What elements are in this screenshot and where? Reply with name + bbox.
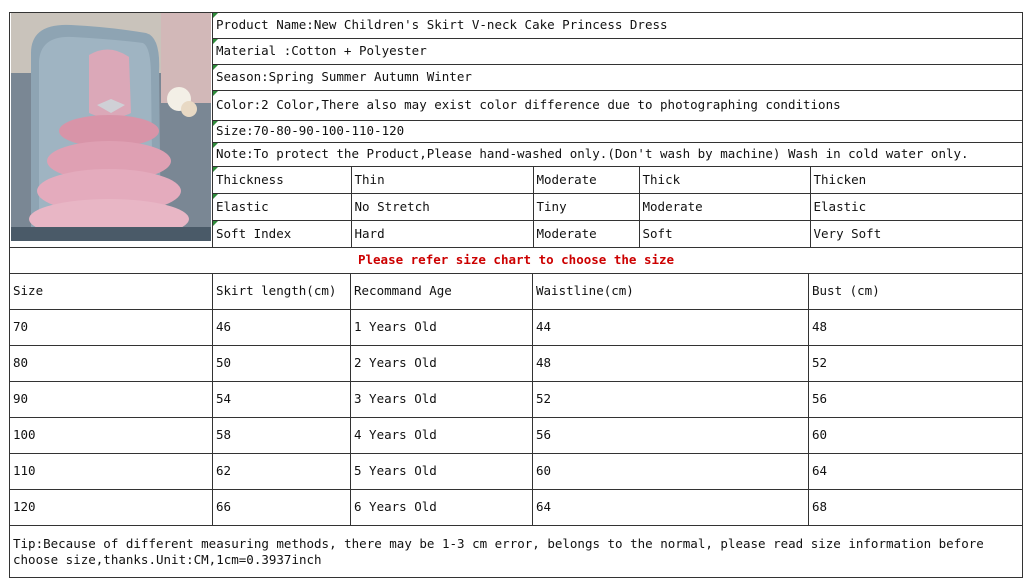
size-chart-row xyxy=(10,490,1023,526)
size-chart-header: Bust (cm) xyxy=(809,274,1023,310)
property-cell: No Stretch xyxy=(351,194,533,220)
size-chart-row xyxy=(10,382,1023,418)
property-cell: Thicken xyxy=(810,167,1022,193)
property-cell: Moderate xyxy=(533,221,639,247)
property-cell: Thickness xyxy=(213,167,351,193)
color: Color:2 Color,There also may exist color difference due to photographing conditions xyxy=(213,91,1023,121)
size-chart-header: Skirt length(cm) xyxy=(213,274,351,310)
size-chart-cell: 60 xyxy=(533,454,809,490)
material: Material :Cotton + Polyester xyxy=(213,39,1023,65)
property-cell: Thin xyxy=(351,167,533,193)
size-chart-cell: 48 xyxy=(533,346,809,382)
size-chart-cell: 120 xyxy=(10,490,213,526)
size-chart-cell: 58 xyxy=(213,418,351,454)
size-chart-cell: 80 xyxy=(10,346,213,382)
property-cell: Elastic xyxy=(213,194,351,220)
size-range: Size:70-80-90-100-110-120 xyxy=(213,121,1023,143)
size-chart-cell: 64 xyxy=(809,454,1023,490)
property-cell: Very Soft xyxy=(810,221,1022,247)
property-cell: Elastic xyxy=(810,194,1022,220)
size-notice: Please refer size chart to choose the size xyxy=(10,248,1023,274)
property-cell: Thick xyxy=(639,167,810,193)
property-cell: Tiny xyxy=(533,194,639,220)
size-chart-header: Size xyxy=(10,274,213,310)
size-chart-cell: 56 xyxy=(809,382,1023,418)
property-row xyxy=(213,221,1023,248)
size-chart-cell: 4 Years Old xyxy=(351,418,533,454)
size-chart-cell: 46 xyxy=(213,310,351,346)
size-chart-cell: 56 xyxy=(533,418,809,454)
size-chart-sheet xyxy=(9,12,1022,577)
size-chart-cell: 5 Years Old xyxy=(351,454,533,490)
size-chart-cell: 90 xyxy=(10,382,213,418)
size-chart-row xyxy=(10,346,1023,382)
size-chart-cell: 52 xyxy=(533,382,809,418)
size-chart-table xyxy=(9,247,1023,578)
dress-photo xyxy=(11,13,211,241)
care-note: Note:To protect the Product,Please hand-washed only.(Don't wash by machine) Wash in cold water only. xyxy=(213,143,1023,167)
size-chart-row xyxy=(10,454,1023,490)
size-chart-cell: 66 xyxy=(213,490,351,526)
size-chart-cell: 54 xyxy=(213,382,351,418)
size-chart-header: Recommand Age xyxy=(351,274,533,310)
property-cell: Moderate xyxy=(533,167,639,193)
measurement-tip: Tip:Because of different measuring methods, there may be 1-3 cm error, belongs to the normal, please read size information before choose size,thanks.Unit:CM,1cm=0.3937inch xyxy=(10,526,1023,578)
property-cell: Moderate xyxy=(639,194,810,220)
size-chart-cell: 6 Years Old xyxy=(351,490,533,526)
size-chart-cell: 52 xyxy=(809,346,1023,382)
product-photo-cell xyxy=(10,13,213,248)
size-chart-row xyxy=(10,418,1023,454)
size-chart-cell: 48 xyxy=(809,310,1023,346)
size-chart-header: Waistline(cm) xyxy=(533,274,809,310)
size-chart-cell: 44 xyxy=(533,310,809,346)
property-cell: Soft Index xyxy=(213,221,351,247)
property-row xyxy=(213,167,1023,194)
size-chart-cell: 68 xyxy=(809,490,1023,526)
size-chart-cell: 1 Years Old xyxy=(351,310,533,346)
season: Season:Spring Summer Autumn Winter xyxy=(213,65,1023,91)
size-chart-cell: 100 xyxy=(10,418,213,454)
size-chart-cell: 110 xyxy=(10,454,213,490)
size-chart-cell: 50 xyxy=(213,346,351,382)
product-info-table xyxy=(9,12,1023,248)
size-chart-cell: 60 xyxy=(809,418,1023,454)
size-chart-cell: 62 xyxy=(213,454,351,490)
product-name: Product Name:New Children's Skirt V-neck Cake Princess Dress xyxy=(213,13,1023,39)
size-chart-cell: 2 Years Old xyxy=(351,346,533,382)
size-chart-row xyxy=(10,310,1023,346)
size-chart-cell: 70 xyxy=(10,310,213,346)
property-cell: Hard xyxy=(351,221,533,247)
property-row xyxy=(213,194,1023,221)
size-chart-cell: 3 Years Old xyxy=(351,382,533,418)
size-chart-cell: 64 xyxy=(533,490,809,526)
property-cell: Soft xyxy=(639,221,810,247)
